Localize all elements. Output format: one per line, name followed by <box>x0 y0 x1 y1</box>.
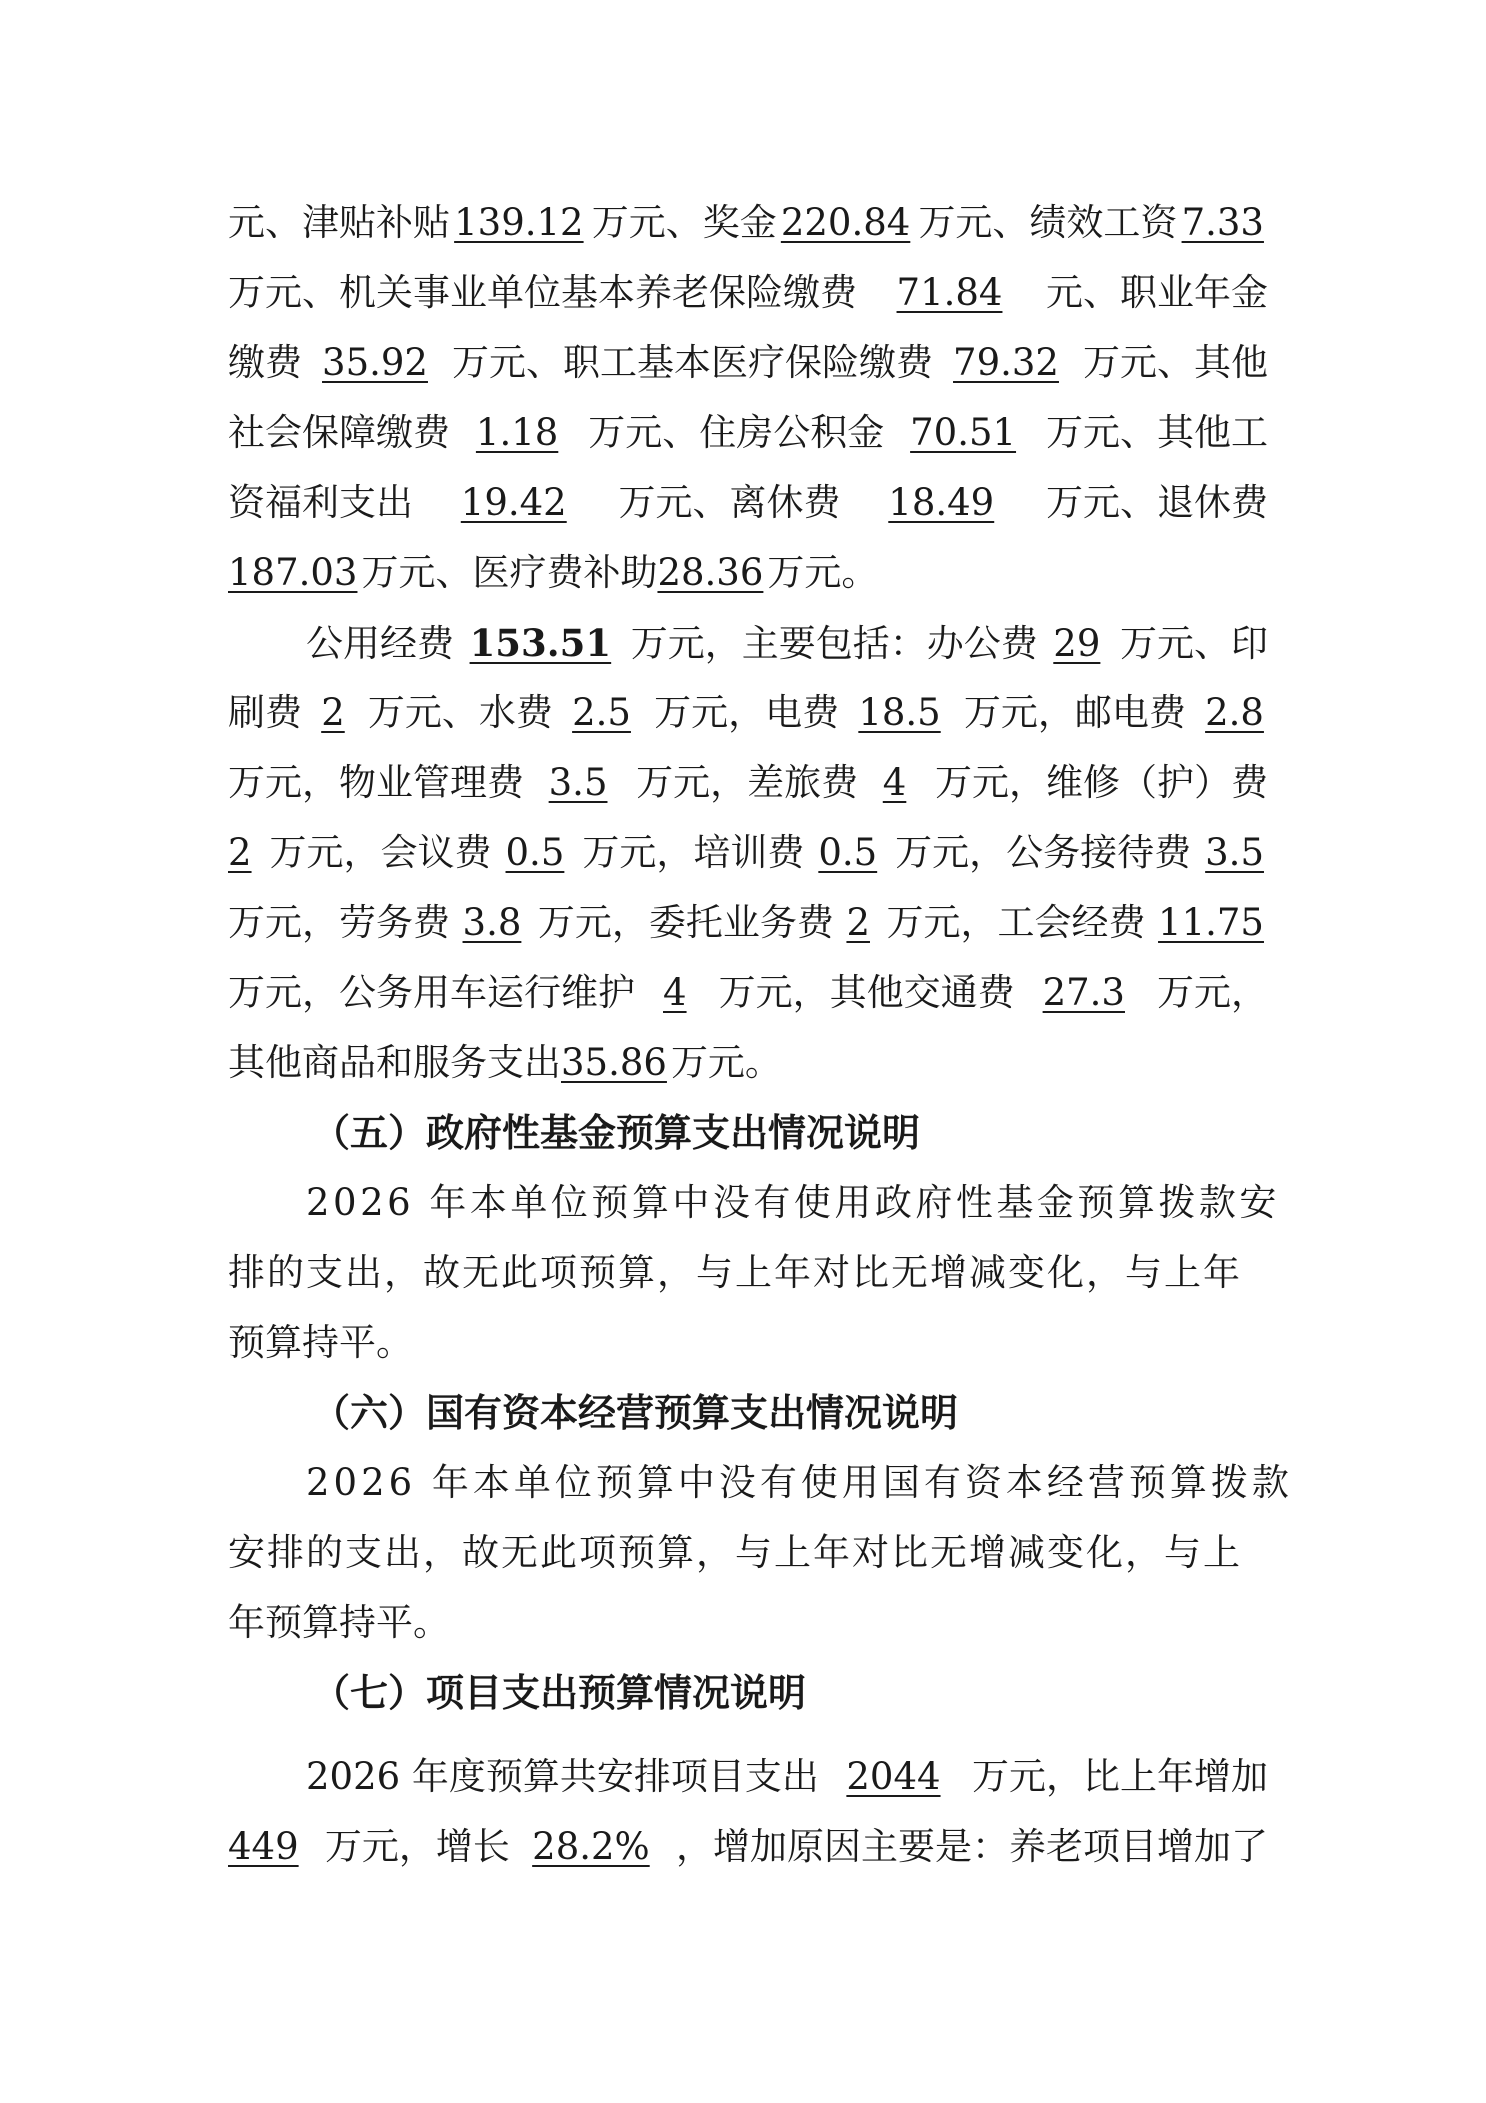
amount-office: 29 <box>1053 622 1101 665</box>
text: 万元，主要包括：办公费 <box>630 622 1038 665</box>
text: 刷费 <box>228 691 302 734</box>
text: 万元，会议费 <box>269 831 492 874</box>
section-5-heading: （五）政府性基金预算支出情况说明 <box>312 1111 921 1155</box>
text: 万元、印 <box>1119 622 1268 665</box>
amount-entrusted-business: 2 <box>846 901 870 944</box>
text: 万元、水费 <box>367 691 553 734</box>
amount-reception: 3.5 <box>1205 831 1264 874</box>
public-line-7 <box>228 1028 1268 1098</box>
text: 2026 年本单位预算中没有使用国有资本经营预算拨款 <box>306 1461 1293 1504</box>
text: 万元、机关事业单位基本养老保险缴费 <box>228 271 857 314</box>
text: 其他商品和服务支出 <box>228 1041 561 1084</box>
text: 万元，差旅费 <box>636 761 859 804</box>
public-line-3 <box>228 748 1268 818</box>
text: 2026 年本单位预算中没有使用政府性基金预算拨款安 <box>306 1181 1280 1224</box>
text: 万元，公务接待费 <box>895 831 1192 874</box>
amount-travel: 4 <box>882 761 907 804</box>
amount-pension-insurance: 71.84 <box>896 271 1003 314</box>
amount-increase: 449 <box>228 1825 299 1868</box>
text: 万元、离休费 <box>618 481 841 524</box>
amount-meeting: 0.5 <box>505 831 565 874</box>
amount-union: 11.75 <box>1158 901 1264 944</box>
amount-other-welfare: 19.42 <box>460 481 567 524</box>
section-6-heading: （六）国有资本经营预算支出情况说明 <box>312 1391 959 1435</box>
amount-other-goods-services: 35.86 <box>561 1041 667 1084</box>
text: 万元，其他交通费 <box>718 971 1015 1014</box>
text: 万元、退休费 <box>1046 481 1268 524</box>
text: 万元，电费 <box>654 691 840 734</box>
public-line-1 <box>306 608 1268 678</box>
text: 万元、其他工 <box>1045 411 1268 454</box>
amount-training: 0.5 <box>818 831 878 874</box>
text: 万元、绩效工资 <box>918 201 1178 244</box>
text: 万元、职工基本医疗保险缴费 <box>452 341 933 384</box>
section-6-line-1 <box>306 1448 1293 1518</box>
section-5-line-2 <box>228 1238 1268 1308</box>
amount-bonus: 220.84 <box>780 201 911 244</box>
text: 元、职业年金 <box>1046 271 1268 314</box>
amount-retirement: 187.03 <box>228 551 358 594</box>
text: 万元、奖金 <box>591 201 777 244</box>
text: 资福利支出 <box>228 481 413 524</box>
text: 万元，劳务费 <box>228 901 450 944</box>
amount-maintenance: 2 <box>228 831 252 874</box>
text: 安排的支出，故无此项预算，与上年对比无增减变化，与上 <box>228 1531 1242 1574</box>
personnel-line-1 <box>228 188 1268 258</box>
section-5-line-3 <box>228 1308 1268 1378</box>
amount-water: 2.5 <box>572 691 631 734</box>
text: 万元，培训费 <box>582 831 805 874</box>
amount-property-management: 3.5 <box>548 761 608 804</box>
public-line-2 <box>228 678 1268 748</box>
section-5-line-1 <box>306 1168 1280 1238</box>
text: ，增加原因主要是：养老项目增加了 <box>675 1825 1268 1868</box>
amount-printing: 2 <box>321 691 345 734</box>
text: 万元，维修（护）费 <box>934 761 1268 804</box>
text: 2026 年度预算共安排项目支出 <box>306 1755 819 1798</box>
amount-other-transport: 27.3 <box>1042 971 1125 1014</box>
text: 万元，委托业务费 <box>537 901 834 944</box>
amount-labor: 3.8 <box>462 901 522 944</box>
amount-performance-wage: 7.33 <box>1181 201 1264 244</box>
text: 万元。 <box>767 551 879 594</box>
text: 万元、其他 <box>1083 341 1268 384</box>
section-7-heading: （七）项目支出预算情况说明 <box>312 1671 807 1715</box>
public-line-5 <box>228 888 1268 958</box>
personnel-line-5 <box>228 468 1268 538</box>
amount-occupational-annuity: 35.92 <box>322 341 428 384</box>
text: 万元， <box>1157 971 1268 1014</box>
text: 年预算持平。 <box>228 1601 450 1644</box>
text: 预算持平。 <box>228 1321 413 1364</box>
amount-other-social-security: 1.18 <box>475 411 559 454</box>
growth-rate: 28.2% <box>532 1825 650 1868</box>
personnel-line-3 <box>228 328 1268 398</box>
amount-housing-fund: 70.51 <box>910 411 1017 454</box>
public-line-6 <box>228 958 1268 1028</box>
amount-project-expenditure: 2044 <box>846 1755 941 1798</box>
text: 万元。 <box>670 1041 782 1084</box>
amount-retirement-cadre: 18.49 <box>888 481 995 524</box>
amount-electricity: 18.5 <box>858 691 941 734</box>
amount-medical-subsidy: 28.36 <box>657 551 764 594</box>
text: 社会保障缴费 <box>228 411 450 454</box>
personnel-line-2 <box>228 258 1268 328</box>
public-line-4 <box>228 818 1268 888</box>
text: 元、津贴补贴 <box>228 201 450 244</box>
amount-medical-insurance: 79.32 <box>953 341 1059 384</box>
section-6-line-3 <box>228 1588 1268 1658</box>
section-7-line-2 <box>228 1812 1268 1882</box>
text: 万元，物业管理费 <box>228 761 524 804</box>
amount-public-funds: 153.51 <box>469 621 612 665</box>
text: 缴费 <box>228 341 302 384</box>
text: 排的支出，故无此项预算，与上年对比无增减变化，与上年 <box>228 1251 1242 1294</box>
amount-postal: 2.8 <box>1205 691 1264 734</box>
text: 万元，比上年增加 <box>971 1755 1268 1798</box>
text: 万元、住房公积金 <box>588 411 885 454</box>
text: 万元，邮电费 <box>963 691 1186 734</box>
section-7-line-1 <box>306 1742 1268 1812</box>
text: 公用经费 <box>306 622 454 665</box>
text: 万元，公务用车运行维护 <box>228 971 635 1014</box>
personnel-line-4 <box>228 398 1268 468</box>
text: 万元，工会经费 <box>886 901 1146 944</box>
text: 万元、医疗费补助 <box>361 551 658 594</box>
personnel-line-6 <box>228 538 1268 608</box>
section-6-line-2 <box>228 1518 1268 1588</box>
amount-allowance: 139.12 <box>454 201 584 244</box>
amount-vehicle: 4 <box>663 971 687 1014</box>
text: 万元，增长 <box>324 1825 510 1868</box>
